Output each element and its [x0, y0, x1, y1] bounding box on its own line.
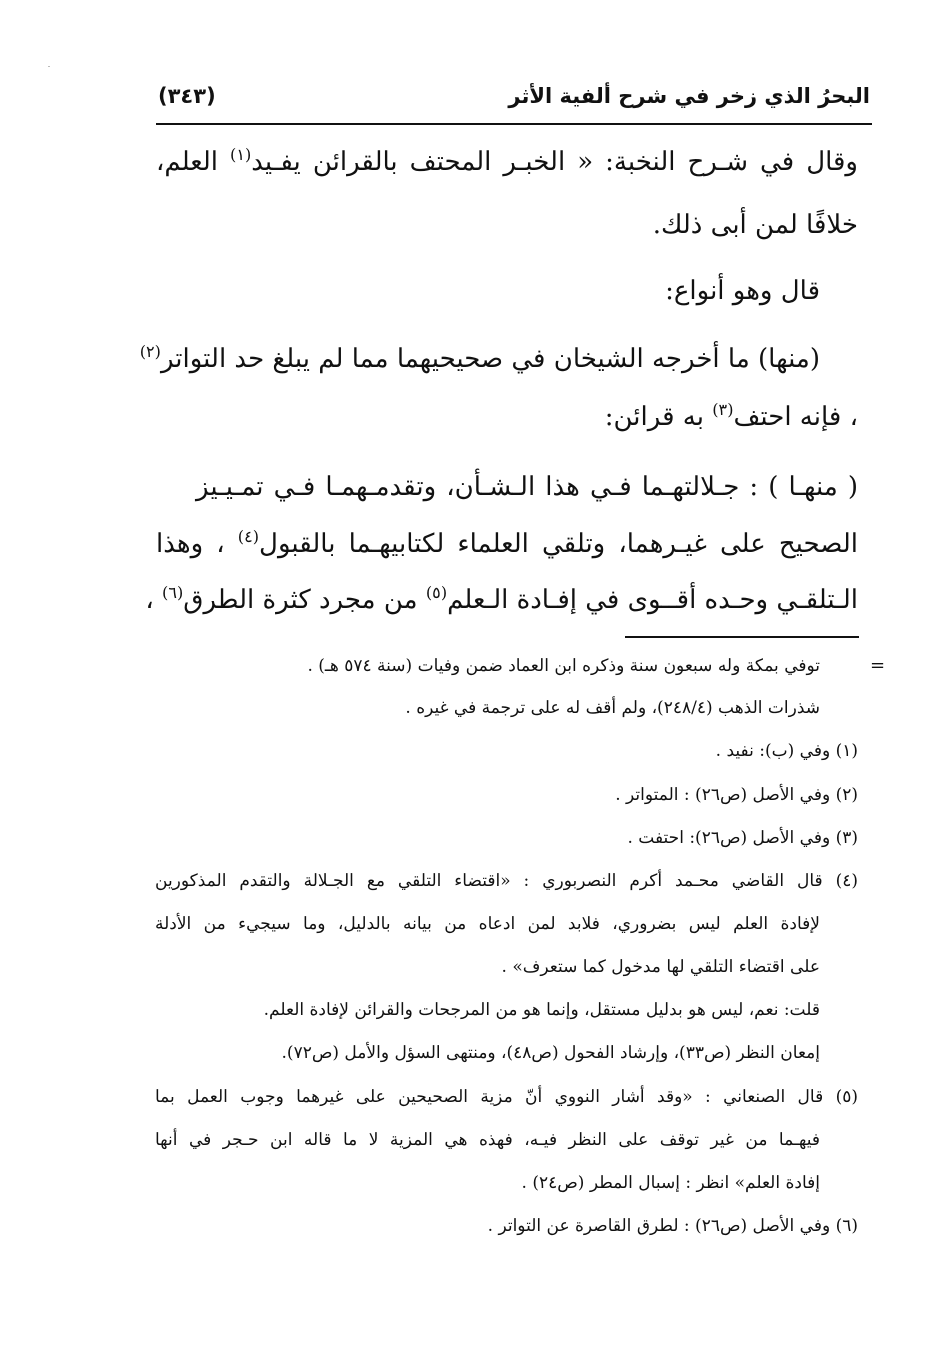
- footnote-line: فيهـما من غير توقف على النظر فيـه، فهذه هي المزية لا ما قاله ابن حـجر في أنها: [155, 1130, 820, 1150]
- main-line: وقال في شـرح النخبة: « الخبـر المحتف بالقرائن يفـيد$^{(١)}$ العلم،: [156, 144, 858, 177]
- footnote-line: إفادة العلم» انظر : إسبال المطر (ص٢٤) .: [521, 1173, 820, 1193]
- main-line: خلافًا لمن أبى ذلك.: [652, 210, 858, 240]
- footnote-line: قلت: نعم، ليس هو بدليل مستقل، وإنما هو من المرجحات والقرائن لإفادة العلم.: [263, 1000, 820, 1020]
- footnote-line: على اقتضاء التلقي لها مدخول كما ستعرف» .: [501, 957, 820, 977]
- footnote-2: (٢) وفي الأصل (ص٢٦) : المتواتر .: [615, 785, 858, 805]
- footnote-line: توفي بمكة وله سبعون سنة وذكره ابن العماد ضمن وفيات (سنة ٥٧٤ هـ) .: [307, 656, 820, 676]
- footnote-line: إمعان النظر (ص٣٣)، وإرشاد الفحول (ص٤٨)، ومنتهى السؤل والأمل (ص٧٢).: [281, 1043, 820, 1063]
- continuation-mark: =: [870, 655, 886, 676]
- footnote-ref: (٦): [162, 582, 184, 602]
- main-line: ( منهـا ) : جـلالتهـما فـي هذا الـشـأن، وتقدمـهمـا فـي تمـيـيز: [196, 472, 858, 502]
- scan-speck: [48, 66, 50, 67]
- footnote-ref: (٢): [139, 341, 161, 361]
- footnote-3: (٣) وفي الأصل (ص٢٦): احتفت .: [627, 828, 858, 848]
- footnote-rule: [625, 636, 859, 638]
- main-line: قال وهو أنواع:: [665, 276, 820, 306]
- header-rule: [156, 123, 872, 125]
- main-line: الصحيح على غيـرهما، وتلقي العلماء لكتابيهـما بالقبول$^{(٤)}$ ، وهذا: [156, 526, 858, 559]
- footnote-ref: (١): [230, 144, 252, 164]
- footnote-line: لإفادة العلم ليس بضروري، فلابد لمن ادعاه من بيانه بالدليل، وما سيجيء من الأدلة: [155, 914, 820, 934]
- main-line: (منها) ما أخرجه الشيخان في صحيحيهما مما لم يبلغ حد التواتر$^{(٢)}$: [139, 341, 820, 374]
- running-header-title: البحرُ الذي زخر في شرح ألفية الأثر: [508, 84, 870, 108]
- footnote-6: (٦) وفي الأصل (ص٢٦) : لطرق القاصرة عن التواتر .: [487, 1216, 858, 1236]
- page-number: (٣٤٣): [158, 84, 216, 108]
- footnote-ref: (٣): [712, 399, 734, 419]
- main-line: الـتلقـي وحـده أقــوى في إفـادة الـعلم$^{(٥)}$ من مجرد كثرة الطرق$^{(٦)}$ ،: [145, 582, 858, 615]
- main-line: ، فإنه احتف$^{(٣)}$ به قرائن:: [604, 399, 858, 432]
- footnote-line: شذرات الذهب (٢٤٨/٤)، ولم أقف له على ترجمة في غيره .: [405, 698, 820, 718]
- footnote-1: (١) وفي (ب): نفيد .: [715, 741, 858, 761]
- footnote-5: (٥) قال الصنعاني : «وقد أشار النووي أنّ مزية الصحيحين على غيرهما وجوب العمل بما: [155, 1087, 858, 1107]
- footnote-ref: (٤): [237, 526, 260, 546]
- footnote-4: (٤) قال القاضي محـمد أكرم النصربوري : «اقتضاء التلقي مع الجـلالة والتقدم المذكورين: [155, 871, 858, 891]
- footnote-ref: (٥): [425, 582, 448, 602]
